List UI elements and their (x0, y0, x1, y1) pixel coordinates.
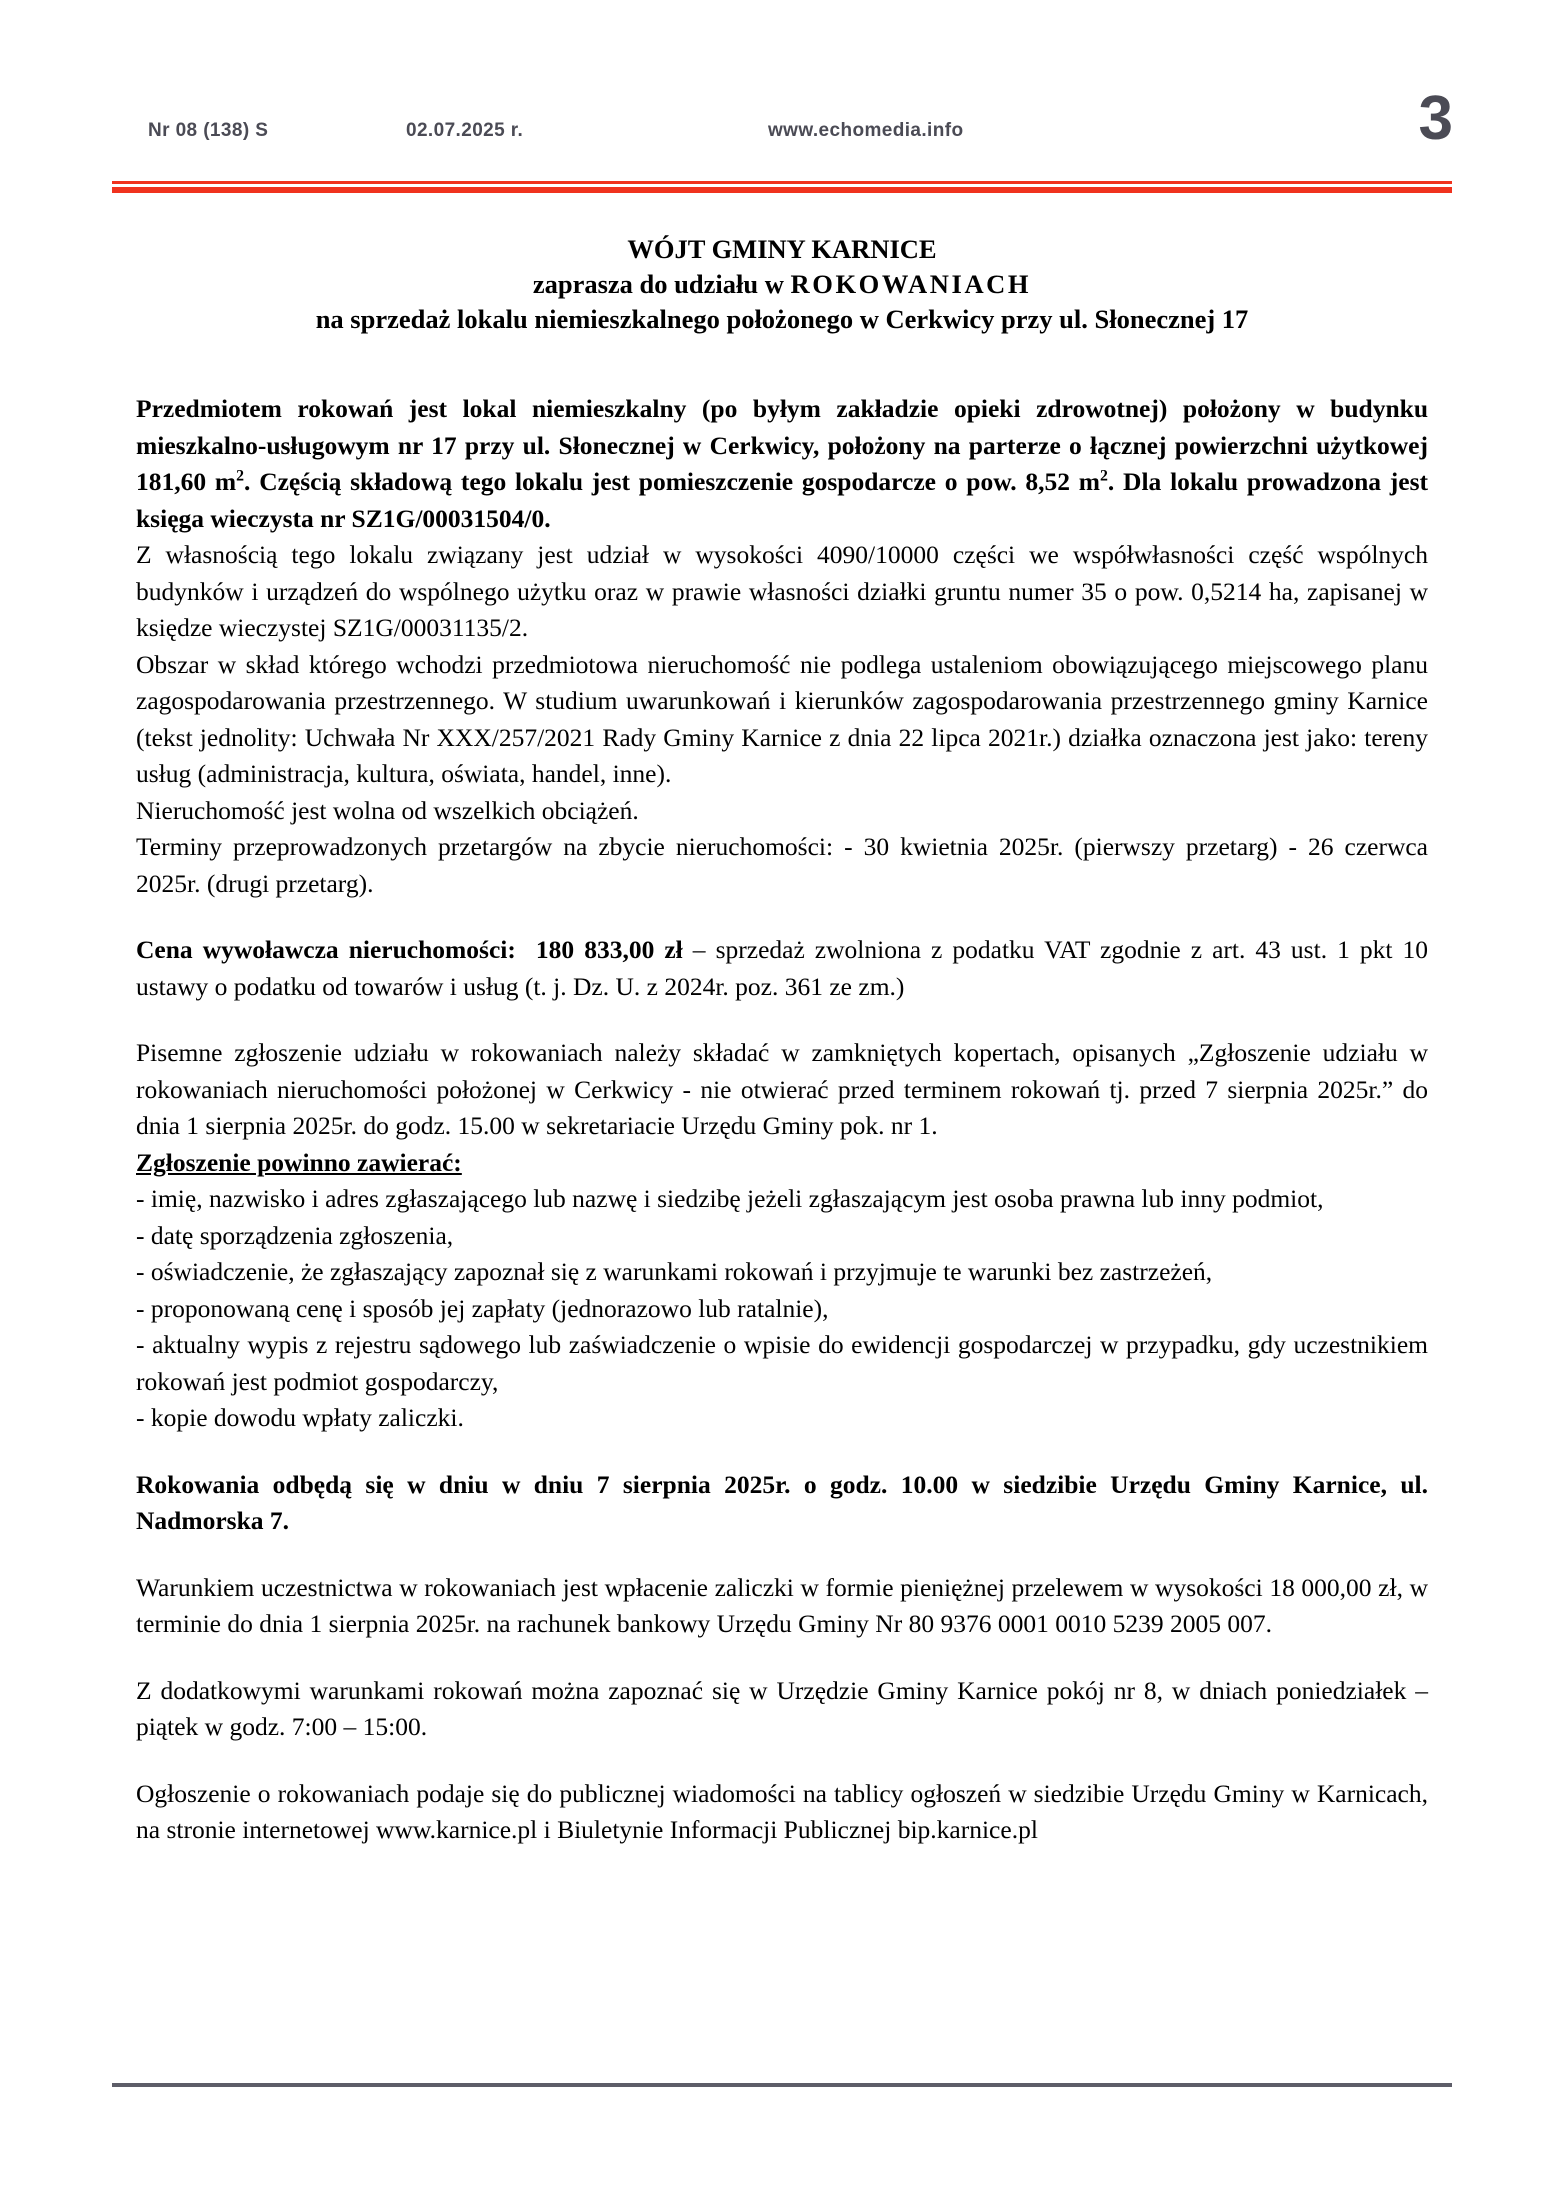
title-line-authority: WÓJT GMINY KARNICE (627, 234, 937, 264)
price-spacer (516, 935, 536, 964)
paragraph-previous-auctions: Terminy przeprowadzonych przetargów na zbycie nieruchomości: - 30 kwietnia 2025r. (pierwszy przetarg) - 26 czerwca 2025r. (drugi przetarg). (136, 832, 1428, 898)
header-divider-red (112, 181, 1452, 193)
paragraph-spatial-plan: Obszar w skład którego wchodzi przedmiotowa nieruchomość nie podlega ustaleniom obowiązującego miejscowego planu zagospodarowania przestrzennego. W studium uwarunkowań i kierunków zagospodarowania przestrzennego gminy Karnice (tekst jednolity: Uchwała Nr XXX/257/2021 Rady Gminy Karnice z dnia 22 lipca 2021r.) działka oznaczona jest jako: tereny usług (administracja, kultura, oświata, handel, inne). (136, 649, 1428, 788)
header-divider-thin-line (112, 181, 1452, 184)
paragraph-no-encumbrances: Nieruchomość jest wolna od wszelkich obciążeń. (136, 795, 639, 825)
spacer (136, 1437, 1428, 1467)
page-number: 3 (1418, 84, 1453, 153)
paragraph-submission-procedure: Pisemne zgłoszenie udziału w rokowaniach należy składać w zamkniętych kopertach, opisanych „Zgłoszenie udziału w rokowaniach nieruchomości położonej w Cerkwicy - nie otwierać przed terminem rokowań tj. przed 7 sierpnia 2025r.” do dnia 1 sierpnia 2025r. do godz. 15.00 w sekretariacie Urzędu Gminy pok. nr 1. (136, 1038, 1428, 1140)
list-item: - kopie dowodu wpłaty zaliczki. (136, 1403, 464, 1432)
spacer (136, 1746, 1428, 1776)
list-item: - aktualny wypis z rejestru sądowego lub zaświadczenie o wpisie do ewidencji gospodarczej w przypadku, gdy uczestnikiem rokowań jest podmiot gospodarczy, (136, 1330, 1428, 1396)
issue-date: 02.07.2025 r. (406, 120, 524, 141)
requirements-list (136, 1181, 1428, 1437)
price-label: Cena wywoławcza nieruchomości: (136, 935, 516, 964)
intro-text-part1: Przedmiotem rokowań jest lokal niemieszkalny (po byłym zakładzie opieki zdrowotnej) położony w budynku mieszkalno-usługowym nr 17 przy ul. Słonecznej w Cerkwicy, położony na parterze o łącznej powierzchni użytkowej 181,60 m (136, 394, 1428, 496)
paragraph-property-description (136, 391, 1428, 537)
spacer (136, 1540, 1428, 1570)
list-item: - imię, nazwisko i adres zgłaszającego lub nazwę i siedzibę jeżeli zgłaszającym jest osoba prawna lub inny podmiot, (136, 1184, 1324, 1213)
issue-number: Nr 08 (138) S (148, 120, 269, 141)
list-item: - proponowaną cenę i sposób jej zapłaty (jednorazowo lub ratalnie), (136, 1293, 829, 1323)
masthead (148, 120, 1410, 154)
price-vat-note: – sprzedaż zwolniona z podatku VAT zgodnie z art. 43 ust. 1 pkt 10 ustawy o podatku od towarów i usług (t. j. Dz. U. z 2024r. poz. 361 ze zm.) (136, 935, 1429, 1001)
article-content (136, 232, 1428, 1849)
heading-requirements: Zgłoszenie powinno zawierać: (136, 1147, 462, 1177)
intro-text-part2: . Częścią składową tego lokalu jest pomieszczenie gospodarcze o pow. 8,52 m (244, 467, 1100, 496)
spacer (136, 1643, 1428, 1673)
list-item: - datę sporządzenia zgłoszenia, (136, 1220, 454, 1250)
paragraph-negotiation-event: Rokowania odbędą się w dniu w dniu 7 sierpnia 2025r. o godz. 10.00 w siedzibie Urzędu Gminy Karnice, ul. Nadmorska 7. (136, 1469, 1428, 1535)
paragraph-deposit-conditions: Warunkiem uczestnictwa w rokowaniach jest wpłacenie zaliczki w formie pieniężnej przelewem w wysokości 18 000,00 zł, w terminie do dnia 1 sierpnia 2025r. na rachunek bankowy Urzędu Gminy Nr 80 9376 0001 0010 5239 2005 007. (136, 1572, 1428, 1638)
superscript-square-2: 2 (1100, 467, 1108, 485)
paragraph-starting-price (136, 932, 1428, 1005)
title-line-subject: na sprzedaż lokalu niemieszkalnego położonego w Cerkwicy przy ul. Słonecznej 17 (315, 304, 1249, 334)
paragraph-additional-info: Z dodatkowymi warunkami rokowań można zapoznać się w Urzędzie Gminy Karnice pokój nr 8, w dniach poniedziałek – piątek w godz. 7:00 – 15:00. (136, 1675, 1428, 1741)
spacer (136, 337, 1428, 391)
footer-divider (112, 2083, 1452, 2087)
header-divider-thick-line (112, 187, 1452, 193)
spacer (136, 1005, 1428, 1035)
price-amount: 180 833,00 zł (535, 935, 683, 964)
title-invitation-prefix: zaprasza do udziału w (532, 269, 791, 299)
superscript-square-1: 2 (236, 467, 245, 485)
website-url: www.echomedia.info (768, 120, 964, 141)
list-item: - oświadczenie, że zgłaszający zapoznał się z warunkami rokowań i przyjmuje te warunki bez zastrzeżeń, (136, 1257, 1213, 1286)
paragraph-publication-notice: Ogłoszenie o rokowaniach podaje się do publicznej wiadomości na tablicy ogłoszeń w siedzibie Urzędu Gminy w Karnicach, na stronie internetowej www.karnice.pl i Biuletynie Informacji Publicznej bip.karnice.pl (136, 1778, 1428, 1844)
spacer (136, 902, 1428, 932)
announcement-title (136, 232, 1428, 337)
intro-text-part3: . Dla lokalu prowadzona jest księga wieczysta nr SZ1G/00031504/0. (136, 467, 1428, 533)
title-line-invitation (136, 267, 1428, 302)
title-invitation-keyword: ROKOWANIACH (790, 269, 1032, 299)
paragraph-ownership-share: Z własnością tego lokalu związany jest udział w wysokości 4090/10000 części we współwłasności część wspólnych budynków i urządzeń do wspólnego użytku oraz w prawie własności działki gruntu numer 35 o pow. 0,5214 ha, zapisanej w księdze wieczystej SZ1G/00031135/2. (136, 540, 1428, 642)
